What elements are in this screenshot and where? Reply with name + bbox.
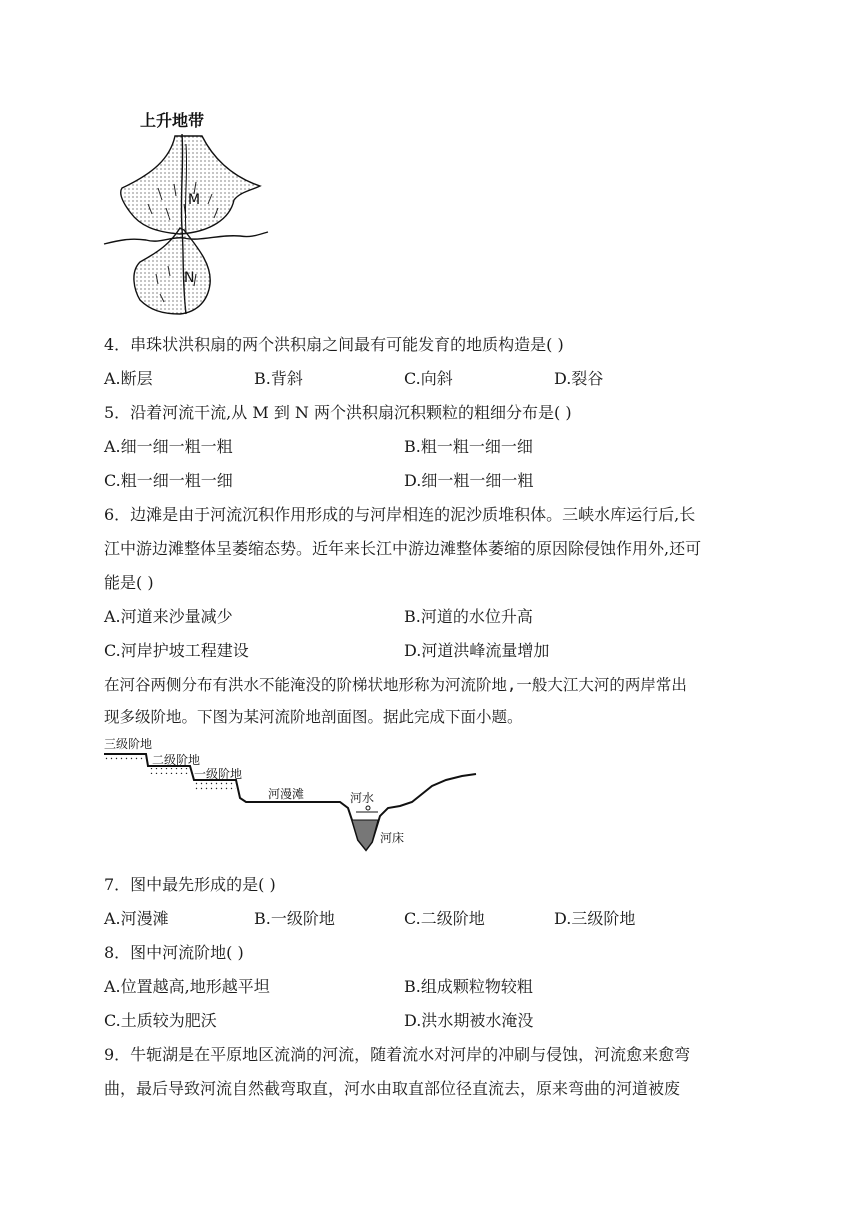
question-8-stem: 8．图中河流阶地( ) [104, 943, 244, 962]
q5-option-d[interactable]: D.细一粗一细一粗 [404, 471, 534, 490]
question-9-stem-line-1: 9．牛轭湖是在平原地区流淌的河流，随着流水对河岸的冲刷与侵蚀，河流愈来愈弯 [104, 1045, 691, 1064]
label-riverbed: 河床 [380, 831, 405, 845]
label-n: N [184, 270, 195, 286]
q6-option-c[interactable]: C.河岸护坡工程建设 [104, 641, 249, 660]
q5-option-c[interactable]: C.粗一细一粗一细 [104, 471, 233, 490]
fan-n [134, 228, 210, 314]
q5-option-a[interactable]: A.细一细一粗一粗 [104, 437, 233, 456]
question-4-stem: 4．串珠状洪积扇的两个洪积扇之间最有可能发育的地质构造是( ) [104, 335, 564, 354]
question-5-stem: 5．沿着河流干流,从 M 到 N 两个洪积扇沉积颗粒的粗细分布是( ) [104, 403, 572, 422]
label-river-water: 河水 [350, 791, 375, 805]
q4-option-b[interactable]: B.背斜 [254, 369, 303, 388]
q7-option-a[interactable]: A.河漫滩 [104, 909, 169, 928]
q7-option-b[interactable]: B.一级阶地 [254, 909, 335, 928]
figure-title: 上升地带 [140, 111, 205, 130]
q5-option-b[interactable]: B.粗一粗一细一细 [404, 437, 533, 456]
label-terrace-2: 二级阶地 [152, 753, 201, 767]
question-6-stem-line-2: 江中游边滩整体呈萎缩态势。近年来长江中游边滩整体萎缩的原因除侵蚀作用外,还可 [104, 539, 702, 558]
q6-option-a[interactable]: A.河道来沙量减少 [104, 607, 233, 626]
q6-option-b[interactable]: B.河道的水位升高 [404, 607, 533, 626]
river-terrace-profile [100, 732, 480, 864]
label-floodplain: 河漫滩 [268, 787, 305, 801]
q8-option-c[interactable]: C.土质较为肥沃 [104, 1011, 217, 1030]
q4-option-c[interactable]: C.向斜 [404, 369, 453, 388]
fan-m [121, 136, 260, 234]
q8-option-d[interactable]: D.洪水期被水淹没 [404, 1011, 534, 1030]
alluvial-fan-figure [100, 104, 270, 324]
intro-line-1: 在河谷两侧分布有洪水不能淹没的阶梯状地形称为河流阶地,一般大江大河的两岸常出 [104, 676, 687, 694]
q8-option-a[interactable]: A.位置越高,地形越平坦 [104, 977, 270, 996]
question-7-stem: 7．图中最先形成的是( ) [104, 875, 276, 894]
label-m: M [188, 192, 201, 208]
q8-option-b[interactable]: B.组成颗粒物较粗 [404, 977, 533, 996]
label-terrace-1: 一级阶地 [194, 767, 243, 781]
q7-option-d[interactable]: D.三级阶地 [554, 909, 636, 928]
intro-line-2: 现多级阶地。下图为某河流阶地剖面图。据此完成下面小题。 [104, 708, 523, 726]
q4-option-a[interactable]: A.断层 [104, 369, 153, 388]
q6-option-d[interactable]: D.河道洪峰流量增加 [404, 641, 550, 660]
question-9-stem-line-2: 曲，最后导致河流自然截弯取直，河水由取直部位径直流去，原来弯曲的河道被废 [104, 1079, 681, 1098]
label-terrace-3: 三级阶地 [104, 737, 153, 751]
q7-option-c[interactable]: C.二级阶地 [404, 909, 485, 928]
question-6-stem-line-3: 能是( ) [104, 573, 154, 592]
q4-option-d[interactable]: D.裂谷 [554, 369, 604, 388]
question-6-stem-line-1: 6．边滩是由于河流沉积作用形成的与河岸相连的泥沙质堆积体。三峡水库运行后,长 [104, 505, 696, 524]
